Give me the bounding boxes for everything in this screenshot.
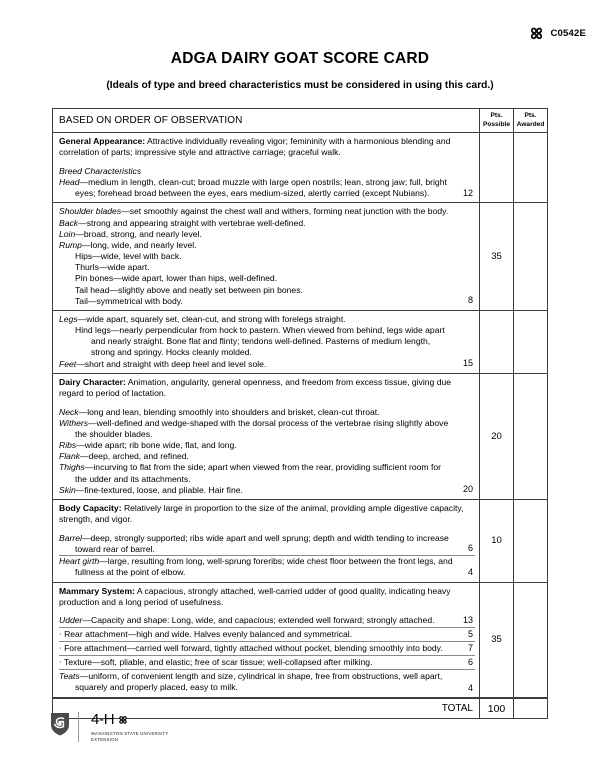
line-thurls: Thurls—wide apart.: [75, 262, 150, 273]
value-teats: 4: [467, 682, 473, 693]
spacer: [59, 526, 475, 533]
section-description: [53, 133, 479, 202]
line-hips: Hips—wide, level with back.: [75, 251, 182, 262]
spacer: [59, 400, 475, 407]
score-card-table: [52, 108, 548, 719]
wsu-shield-icon: [50, 712, 70, 736]
line-heart-girth: Heart girth—large, resulting from long, well-sprung foreribs; wide chest floor between the front legs, and fullness at the point of elbow. 4: [59, 556, 473, 578]
section-lead: [59, 503, 475, 526]
spacer: [59, 608, 475, 615]
pts-possible-cell-dairy: 20: [479, 374, 513, 499]
line-neck: Neck—long and lean, blending smoothly into shoulders and brisket, clean-cut throat.: [59, 406, 380, 417]
section-mammary-system: [53, 583, 547, 699]
section-lead-text: Attractive individually revealing vigor; femininity with a harmonious blending and correlation of parts; impressive style and attractive carriage; graceful walk.: [59, 136, 451, 158]
footer-divider: [78, 712, 79, 742]
line-tail-head: Tail head—slightly above and neatly set between pin bones.: [75, 284, 303, 295]
column-header-pts-awarded: [513, 109, 547, 132]
pts-possible-line1: Pts.: [490, 112, 503, 120]
line-tail: Tail—symmetrical with body. 8: [75, 295, 473, 306]
pts-awarded-cell[interactable]: [513, 133, 547, 202]
column-header-pts-possible: [479, 109, 513, 132]
rump-subitems: [59, 251, 475, 307]
pts-awarded-cell[interactable]: [513, 583, 547, 698]
legs-subitems: [59, 325, 475, 359]
spacer: [59, 159, 475, 166]
footer-brand: 4-H: [91, 711, 115, 728]
line-teats: Teats—uniform, of convenient length and size, cylindrical in shape, free from obstructions, well apart, squarely and properly placed, easy to milk. 4: [59, 671, 473, 693]
section-lead: [59, 136, 475, 159]
breed-characteristics-heading: Breed Characteristics: [59, 165, 142, 176]
footer-brand-row: [91, 712, 169, 727]
section-description: [53, 311, 479, 373]
section-general-appearance-shoulder: [53, 203, 547, 311]
footer-logo: [50, 712, 169, 744]
pts-awarded-line2: Awarded: [516, 120, 545, 128]
pts-awarded-cell[interactable]: [513, 203, 547, 310]
pts-possible-cell-mammary: 35: [479, 583, 513, 698]
line-ribs: Ribs—wide apart; rib bone wide, flat, and long.: [59, 440, 237, 451]
line-skin: Skin—fine-textured, loose, and pliable. Hair fine. 20: [59, 484, 473, 495]
pts-possible-cell: [479, 311, 513, 373]
section-description: [53, 203, 479, 310]
value-barrel: 6: [467, 543, 473, 554]
line-rear-attachment: · Rear attachment—high and wide. Halves evenly balanced and symmetrical. 5: [59, 628, 473, 640]
section-lead-title: Body Capacity:: [59, 502, 122, 513]
footer-org-line2: EXTENSION: [91, 737, 119, 743]
section-dairy-character: [53, 374, 547, 500]
line-thighs: Thighs—incurving to flat from the side; apart when viewed from the rear, providing sufficient room for the udder and its attachments.: [59, 462, 441, 484]
line-fore-attachment: · Fore attachment—carried well forward, tightly attached without pocket, blending smoothly into body. 7: [59, 642, 473, 654]
section-description: [53, 583, 479, 698]
value-head: 12: [462, 187, 473, 198]
page-subtitle: (Ideals of type and breed characteristics must be considered in using this card.): [106, 80, 494, 91]
section-lead-text: A capacious, strongly attached, well-carried udder of good quality, indicating heavy production and a long period of usefulness.: [59, 585, 451, 607]
section-lead: [59, 586, 475, 609]
value-fore-attachment: 7: [467, 643, 473, 654]
line-hind-legs: Hind legs—nearly perpendicular from hock to pastern. When viewed from behind, legs wide apart and nearly straight. Bone flat and flinty; tendons well-defined. Pasterns of medium length, strong and springy. Hocks cleanly molded.: [75, 325, 445, 358]
section-body-capacity: [53, 500, 547, 583]
line-rump: Rump—long, wide, and nearly level.: [59, 239, 197, 250]
column-header-description: BASED ON ORDER OF OBSERVATION: [59, 115, 243, 126]
line-legs: Legs—wide apart, squarely set, clean-cut, and strong with forelegs straight.: [59, 313, 346, 324]
pts-possible-cell-general: 35: [479, 203, 513, 310]
value-dairy-group: 20: [462, 484, 473, 495]
section-general-appearance-legs: [53, 311, 547, 374]
section-lead-title: Dairy Character:: [59, 376, 126, 387]
line-texture: · Texture—soft, pliable, and elastic; free of scar tissue; well-collapsed after milking. 6: [59, 656, 473, 668]
four-leaf-clover-icon: [529, 26, 544, 41]
bullet-icon: ·: [59, 657, 62, 667]
section-lead-title: Mammary System:: [59, 585, 135, 596]
four-leaf-clover-icon: [118, 715, 128, 725]
line-pin-bones: Pin bones—wide apart, lower than hips, well-defined.: [75, 273, 278, 284]
line-shoulder-blades: Shoulder blades—set smoothly against the chest wall and withers, forming neat junction with the body.: [59, 206, 449, 217]
pts-awarded-line1: Pts.: [524, 112, 537, 120]
section-description: [53, 374, 479, 499]
section-general-appearance: [53, 133, 547, 203]
footer-org-line1: WASHINGTON STATE UNIVERSITY: [91, 731, 169, 736]
section-description: [53, 500, 479, 582]
section-lead-text: Relatively large in proportion to the size of the animal, providing ample digestive capacity, strength, and vigor.: [59, 502, 464, 525]
total-pts-awarded[interactable]: [513, 699, 547, 718]
section-lead-text: Animation, angularity, general openness, and freedom from excess tissue, giving due regard to period of lactation.: [59, 376, 452, 399]
line-withers: Withers—well-defined and wedge-shaped with the dorsal process of the vertebrae rising slightly above the shoulder blades.: [59, 417, 449, 439]
bullet-icon: ·: [59, 643, 62, 653]
pts-awarded-cell[interactable]: [513, 500, 547, 582]
line-back: Back—strong and appearing straight with vertebrae well-defined.: [59, 217, 306, 228]
value-texture: 6: [467, 657, 473, 668]
section-lead-title: General Appearance:: [59, 136, 146, 146]
total-pts-possible: 100: [479, 699, 513, 718]
line-barrel: Barrel—deep, strongly supported; ribs wide apart and well sprung; depth and width tending to increase toward rear of barrel. 6: [59, 532, 473, 554]
value-udder: 13: [462, 614, 473, 625]
line-feet: Feet—short and straight with deep heel and level sole. 15: [59, 358, 473, 369]
total-label: TOTAL: [441, 703, 473, 715]
section-lead: [59, 377, 475, 400]
value-heart-girth: 4: [467, 566, 473, 577]
footer-text-block: [86, 712, 169, 744]
value-legs-group: 15: [462, 358, 473, 369]
value-shoulder-group: 8: [467, 295, 473, 306]
value-rear-attachment: 5: [467, 629, 473, 640]
line-udder: Udder—Capacity and shape: Long, wide, and capacious; extended well forward; strongly attached. 13: [59, 614, 473, 626]
pts-possible-cell: [479, 133, 513, 202]
table-header-row: [53, 109, 547, 133]
line-loin: Loin—broad, strong, and nearly level.: [59, 228, 202, 239]
pts-possible-line2: Possible: [482, 120, 511, 128]
document-code-header: [529, 26, 586, 41]
pts-awarded-cell[interactable]: [513, 374, 547, 499]
line-head: Head—medium in length, clean-cut; broad muzzle with large open nostrils; lean, strong jaw; full, bright eyes; forehead broad between the eyes, ears medium-sized, alertly carried (except Nubians). 12: [59, 177, 473, 199]
pts-possible-cell-body: 10: [479, 500, 513, 582]
bullet-icon: ·: [59, 629, 62, 639]
page-title: ADGA DAIRY GOAT SCORE CARD: [170, 50, 430, 67]
pts-awarded-cell[interactable]: [513, 311, 547, 373]
line-flank: Flank—deep, arched, and refined.: [59, 451, 189, 462]
document-code: C0542E: [550, 28, 586, 39]
